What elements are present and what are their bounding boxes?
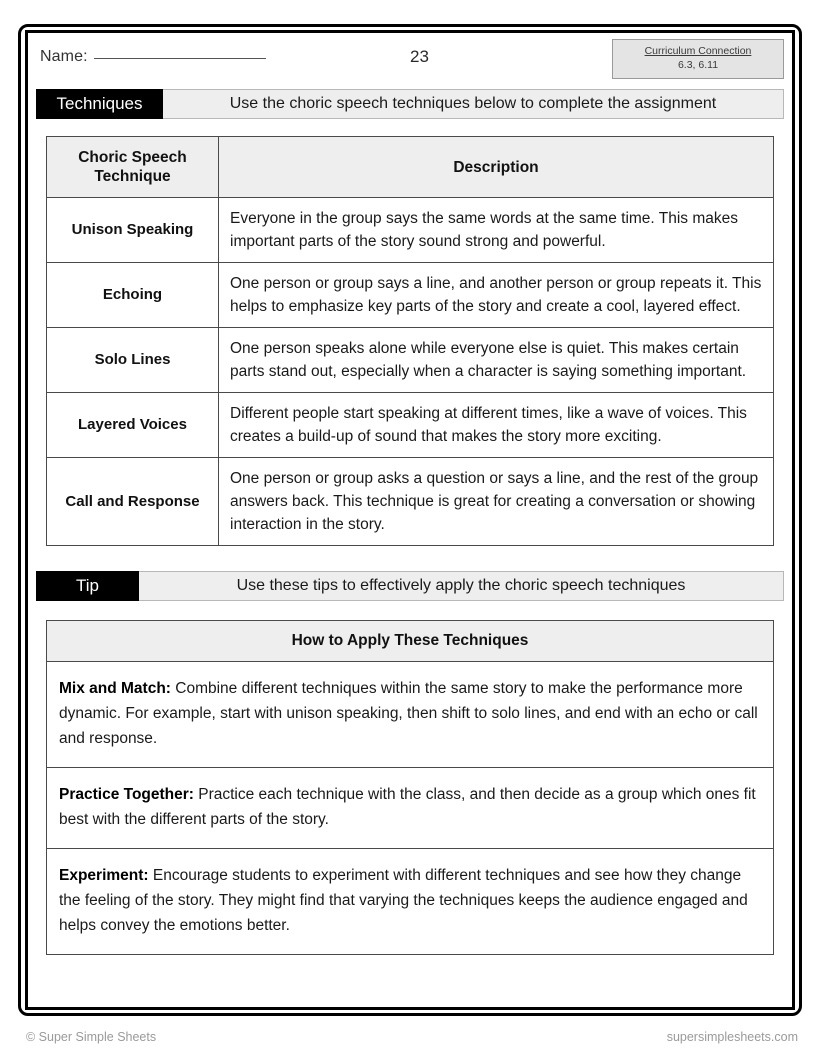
- how-to-apply-block: [46, 620, 774, 955]
- techniques-section-bar: [36, 89, 784, 119]
- cell-description: One person or group asks a question or says a line, and the rest of the group answers back. This technique is great for creating a conversation or showing interaction in the story.: [219, 458, 774, 546]
- tip-lead-label: Experiment:: [59, 867, 149, 884]
- curriculum-connection-title: Curriculum Connection: [644, 45, 752, 57]
- cell-technique: Unison Speaking: [47, 198, 219, 263]
- page-footer: [18, 1030, 802, 1050]
- cell-technique: Call and Response: [47, 458, 219, 546]
- name-field[interactable]: [40, 47, 266, 66]
- column-header-description: Description: [219, 137, 774, 198]
- cell-technique: Solo Lines: [47, 328, 219, 393]
- tip-lead-label: Mix and Match:: [59, 680, 171, 697]
- table-row: [47, 458, 774, 546]
- tip-body-text: Practice each technique with the class, and then decide as a group which ones fit best with the different parts of the story.: [59, 786, 756, 828]
- tip-section-bar: [36, 571, 784, 601]
- cell-description: Different people start speaking at different times, like a wave of voices. This creates a build-up of sound that makes the story more exciting.: [219, 393, 774, 458]
- cell-technique: Layered Voices: [47, 393, 219, 458]
- tips-block-title: How to Apply These Techniques: [47, 621, 773, 662]
- tip-section-tag: Tip: [36, 571, 139, 601]
- table-row: [47, 393, 774, 458]
- tip-item: [47, 662, 773, 768]
- name-label-text: Name:: [40, 48, 88, 65]
- cell-description: Everyone in the group says the same words at the same time. This makes important parts of the story sound strong and powerful.: [219, 198, 774, 263]
- table-row: [47, 263, 774, 328]
- page-number: 23: [410, 47, 429, 66]
- tip-lead-label: Practice Together:: [59, 786, 194, 803]
- table-row: [47, 328, 774, 393]
- table-row: [47, 198, 774, 263]
- name-write-line[interactable]: [94, 47, 266, 59]
- cell-technique: Echoing: [47, 263, 219, 328]
- cell-description: One person or group says a line, and another person or group repeats it. This helps to emphasize key parts of the story and create a cool, layered effect.: [219, 263, 774, 328]
- cell-description: One person speaks alone while everyone else is quiet. This makes certain parts stand out, especially when a character is saying something important.: [219, 328, 774, 393]
- table-body: [47, 198, 774, 546]
- curriculum-connection-codes: 6.3, 6.11: [677, 59, 719, 71]
- curriculum-connection-box: [612, 39, 784, 79]
- column-header-technique: Choric Speech Technique: [47, 137, 219, 198]
- techniques-section-instruction: Use the choric speech techniques below to complete the assignment: [163, 89, 784, 119]
- table-header-row: [47, 137, 774, 198]
- footer-website[interactable]: supersimplesheets.com: [666, 1030, 798, 1044]
- techniques-section-tag: Techniques: [36, 89, 163, 119]
- tip-body-text: Encourage students to experiment with different techniques and see how they change the feeling of the story. They might find that varying the techniques keeps the audience engaged and helps convey the emotions better.: [59, 867, 748, 934]
- worksheet-content: [28, 33, 792, 1007]
- footer-copyright: © Super Simple Sheets: [26, 1030, 157, 1044]
- table-header: [47, 137, 774, 198]
- tip-item: [47, 768, 773, 849]
- worksheet-header-row: [28, 33, 792, 89]
- choric-speech-techniques-table: [46, 136, 774, 546]
- tip-body-text: Combine different techniques within the same story to make the performance more dynamic. For example, start with unison speaking, then shift to solo lines, and end with an echo or call and response.: [59, 680, 758, 747]
- tip-section-instruction: Use these tips to effectively apply the choric speech techniques: [139, 571, 784, 601]
- tip-item: [47, 849, 773, 954]
